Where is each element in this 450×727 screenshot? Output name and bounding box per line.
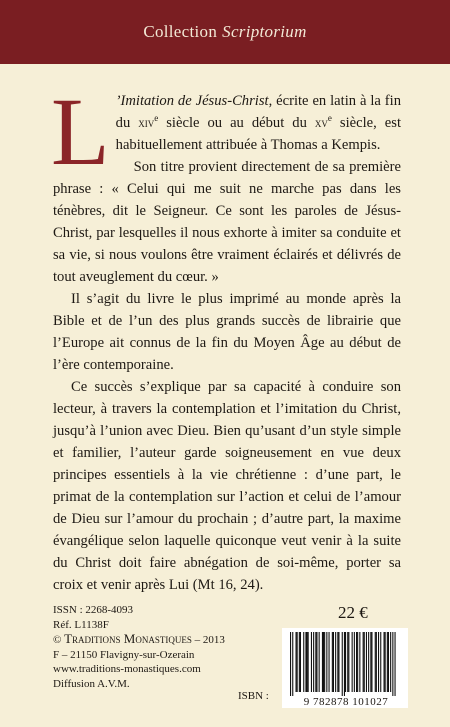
barcode-bar	[335, 632, 336, 692]
barcode-bar	[342, 632, 343, 698]
publisher-name: Traditions Monastiques	[64, 631, 192, 647]
barcode-bar	[364, 632, 365, 692]
barcode-bar	[300, 632, 301, 692]
barcode-bar	[333, 632, 334, 692]
barcode-bar	[297, 632, 298, 692]
p1-text-a: , écrite en latin à la fin du	[115, 93, 401, 131]
p1-text-c: siècle, est habituellement attribuée à Thomas a Kempis.	[115, 115, 401, 153]
barcode-bar	[371, 632, 372, 692]
collection-name: Scriptorium	[222, 22, 307, 41]
blurb-paragraph-3: Il s’agit du livre le plus imprimé au monde après la Bible et de l’un des plus grands succès de librairie que l’Europe ait connus de la fin du Moyen Âge au début de l’ère contemporaine.	[53, 291, 401, 373]
barcode-bar	[324, 632, 325, 692]
drop-cap: L	[51, 78, 110, 185]
book-title-ref: ’Imitation de Jésus-Christ	[115, 93, 269, 109]
barcode-bar	[307, 632, 308, 692]
collection-prefix: Collection	[143, 22, 218, 41]
barcode-bar	[319, 632, 320, 692]
barcode-bar	[395, 632, 396, 698]
barcode-bar	[299, 632, 300, 692]
barcode-bar	[387, 632, 388, 692]
barcode-bar	[368, 632, 369, 692]
publisher-website[interactable]: www.traditions-monastiques.com	[53, 663, 201, 676]
barcode-bar	[313, 632, 314, 692]
barcode-bar	[316, 632, 317, 692]
sup-e-1: e	[154, 113, 159, 124]
barcode-bar	[375, 632, 376, 692]
sup-e-2: e	[327, 113, 332, 124]
barcode-bar	[292, 632, 293, 698]
barcode-bar	[308, 632, 309, 692]
collection-banner	[0, 0, 450, 64]
barcode-bar	[337, 632, 338, 692]
barcode-bar	[332, 632, 333, 692]
publisher-info	[53, 603, 313, 692]
publisher-address: F – 21150 Flavigny-sur-Ozerain	[53, 648, 195, 661]
barcode-bar	[366, 632, 367, 692]
barcode-bar	[385, 632, 386, 692]
barcode-bar	[347, 632, 348, 692]
price: 22 €	[338, 603, 368, 622]
barcode-bar	[356, 632, 357, 692]
barcode-bar	[380, 632, 381, 692]
barcode-bar	[392, 632, 393, 698]
isbn-digits: 9 782878 101027	[288, 696, 404, 708]
barcode-bar	[303, 632, 304, 692]
barcode-bar	[338, 632, 339, 692]
copyright-year: – 2013	[191, 634, 225, 647]
copyright-line	[53, 632, 313, 648]
barcode-bar	[370, 632, 371, 692]
barcode-bar	[322, 632, 323, 692]
century-14: xiv	[138, 115, 155, 130]
barcode-bar	[376, 632, 377, 692]
barcode-bar	[378, 632, 379, 692]
barcode-icon	[290, 632, 400, 698]
barcode-bar	[326, 632, 327, 692]
century-15: xv	[314, 115, 328, 130]
barcode-bar	[354, 632, 355, 692]
barcode-bar	[384, 632, 385, 692]
blurb-paragraph-4: Ce succès s’explique par sa capacité à conduire son lecteur, à travers la contemplation et l’imitation du Christ, jusqu’à l’union avec Dieu. Bien qu’usant d’un style simple et familier, l’auteur garde soigneusement en vue deux principes essentiels à la vie chrétienne : d’une part, le primat de la contemplation sur l’action et celui de l’amour de Dieu sur l’amour du prochain ; d’autre part, la maxime évangélique selon laquelle quiconque veut venir à la suite du Christ doit faire abnégation de soi-même, porter sa croix et venir après Lui (Mt 16, 24).	[53, 379, 401, 593]
barcode-bar	[345, 632, 346, 692]
barcode-bar	[388, 632, 389, 692]
reference: Réf. L1138F	[53, 618, 109, 631]
barcode-bar	[323, 632, 324, 692]
isbn-label: ISBN :	[238, 690, 269, 702]
barcode-bar	[344, 632, 345, 698]
barcode-bar	[296, 632, 297, 692]
p1-text-b: siècle ou au début du	[158, 115, 315, 131]
barcode-bar	[357, 632, 358, 692]
barcode-bar	[363, 632, 364, 692]
barcode-bar	[311, 632, 312, 692]
barcode-bar	[390, 632, 391, 692]
issn: ISSN : 2268-4093	[53, 604, 134, 616]
barcode-bar	[315, 632, 316, 692]
barcode-bar	[305, 632, 306, 692]
barcode-bar	[348, 632, 349, 692]
blurb-paragraph-2: Son titre provient directement de sa première phrase : « Celui qui me suit ne marche pas dans les ténèbres, dit le Seigneur. Ce sont les paroles de Jésus-Christ, par lesquelles il nous exhorte à imiter sa conduite et sa vie, si nous voulons être vraiment éclairés et délivrés de tout aveuglement du cœur. »	[53, 159, 401, 285]
barcode-bar	[352, 632, 353, 692]
distributor: Diffusion A.V.M.	[53, 677, 130, 690]
blurb-paragraph-1	[51, 78, 401, 185]
barcode-bar	[329, 632, 330, 692]
barcode-bar	[359, 632, 360, 692]
barcode-bar	[290, 632, 291, 698]
copyright-symbol: ©	[53, 634, 65, 647]
blurb-text	[51, 78, 401, 596]
